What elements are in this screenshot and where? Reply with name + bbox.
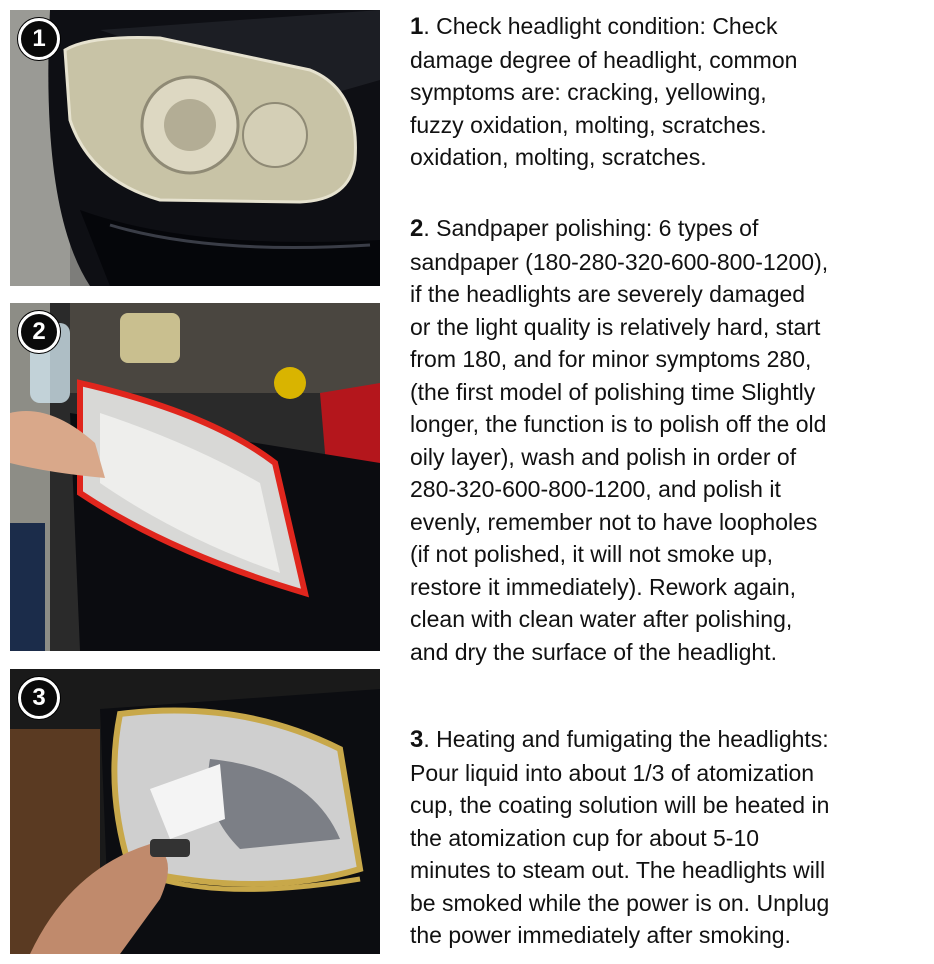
- headlight-photo-2: [10, 303, 380, 651]
- step-3-number: 3: [410, 726, 424, 753]
- step-3-text: . Heating and fumigating the headlights: Pour liquid into about 1/3 of atomization cup, the coating solution will be heated in the atomization cup for about 5-10 minutes to steam out. The headlights will be smoked while the power is on. Unplug the power immediately after smoking.: [410, 726, 830, 948]
- step-2-description: [410, 212, 922, 668]
- photo-heating-fumigating: [10, 669, 380, 954]
- step-badge-1: 1: [18, 18, 60, 60]
- step-3-description: [410, 723, 922, 952]
- headlight-photo-1: [10, 10, 380, 286]
- photo-sandpaper-polishing: [10, 303, 380, 651]
- headlight-photo-3: [10, 669, 380, 954]
- step-1-text: . Check headlight condition: Check damage degree of headlight, common symptoms are: cracking, yellowing, fuzzy oxidation, molting, scratches. oxidation, molting, scratches.: [410, 13, 798, 170]
- step-badge-3: 3: [18, 677, 60, 719]
- step-2-number: 2: [410, 215, 424, 242]
- step-1-description: [410, 10, 922, 174]
- step-badge-2: 2: [18, 311, 60, 353]
- step-2-text: . Sandpaper polishing: 6 types of sandpaper (180-280-320-600-800-1200), if the headlights are severely damaged or the light quality is relatively hard, start from 180, and for minor symptoms 280, (the first model of polishing time Slightly longer, the function is to polish off the old oily layer), wash and polish in order of 280-320-600-800-1200, and polish it evenly, remember not to have loopholes (if not polished, it will not smoke up, restore it immediately). Rework again, clean with clean water after polishing, and dry the surface of the headlight.: [410, 215, 829, 665]
- photo-check-headlight: [10, 10, 380, 286]
- step-1-number: 1: [410, 13, 424, 40]
